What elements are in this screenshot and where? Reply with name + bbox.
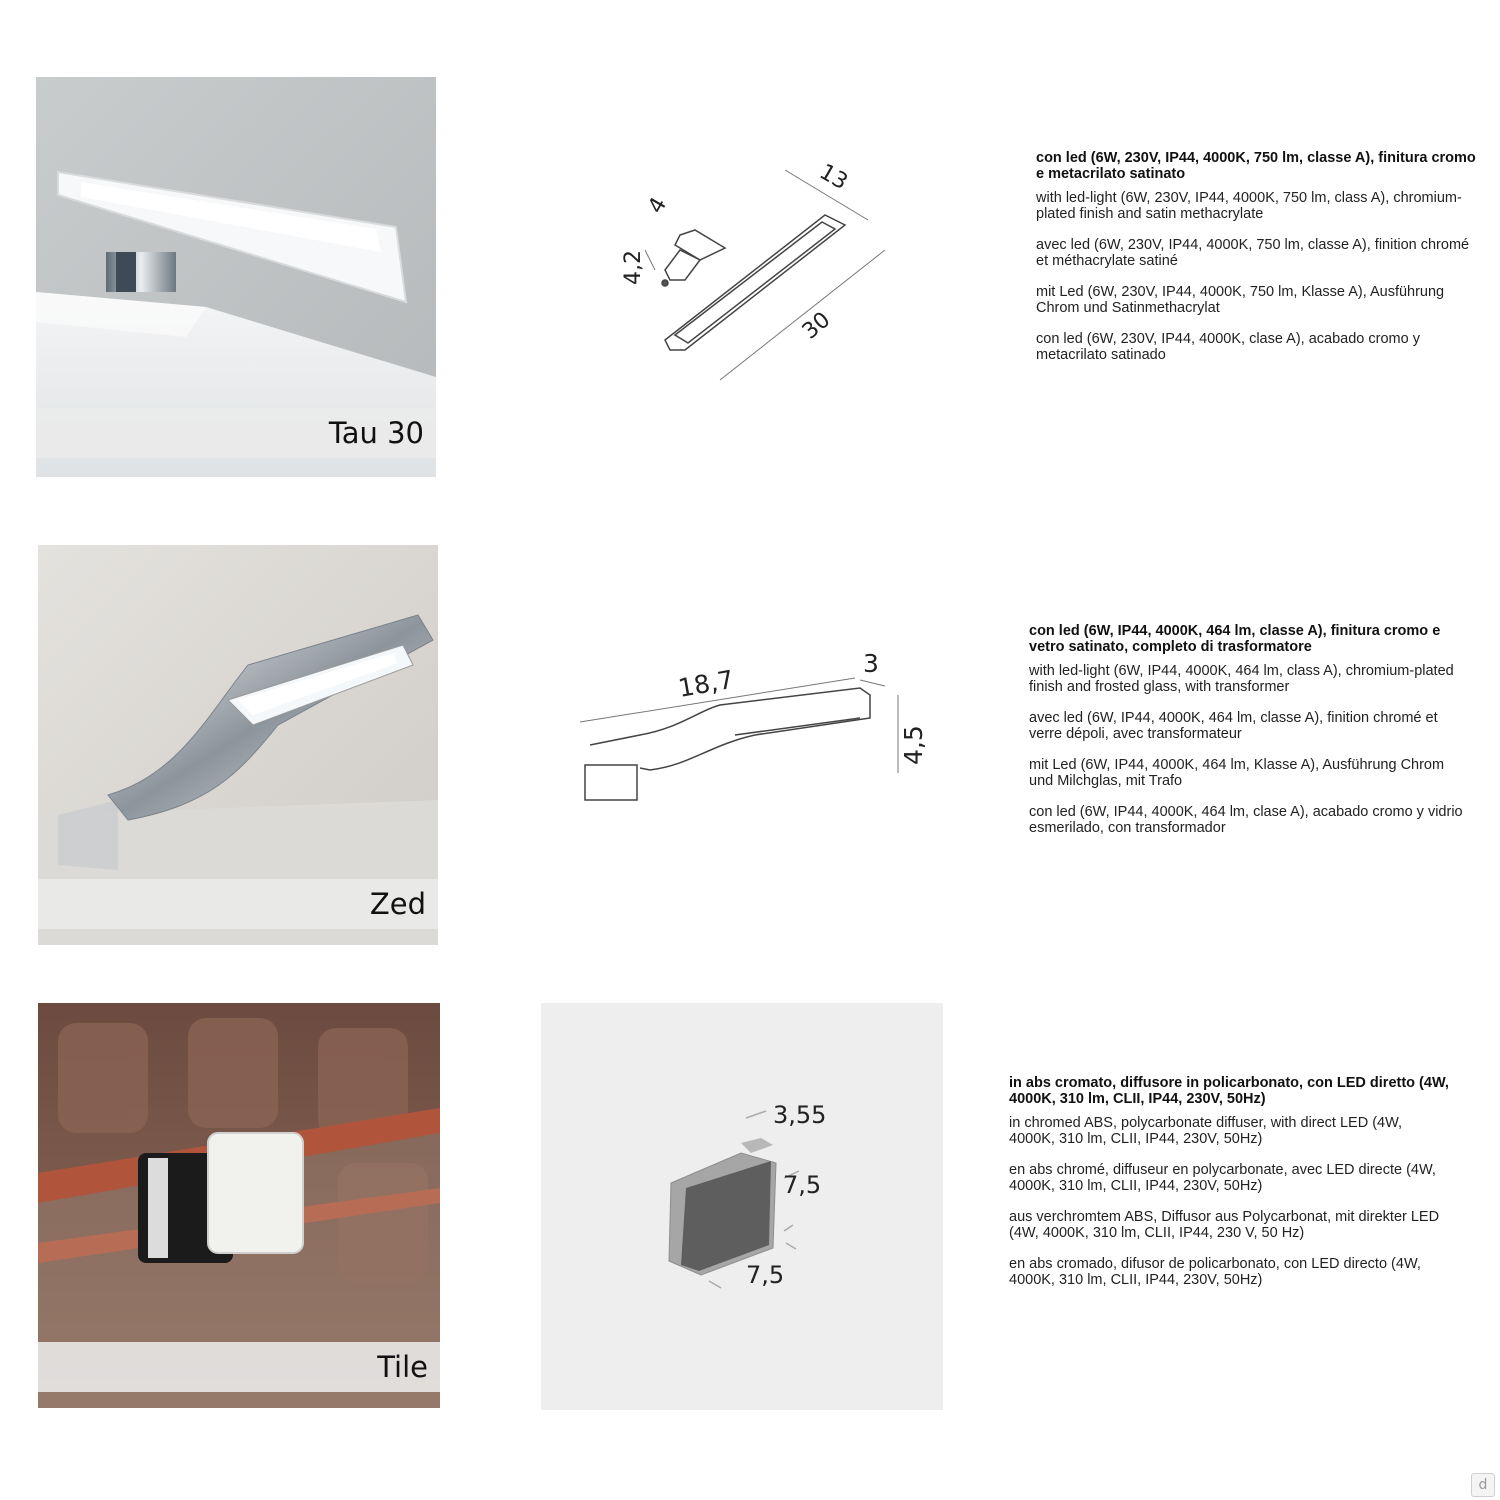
description-lead: con led (6W, IP44, 4000K, 464 lm, classe A), finitura cromo e vetro satinato, completo di trasformatore: [1029, 623, 1441, 655]
description-french: avec led (6W, 230V, IP44, 4000K, 750 lm, classe A), finition chromé et méthacrylate satiné: [1036, 237, 1470, 269]
dimension-label: 30: [797, 307, 836, 345]
description-lead: in abs cromato, diffusore in policarbonato, con LED diretto (4W, 4000K, 310 lm, CLII, IP44, 230V, 50Hz): [1009, 1075, 1449, 1107]
description-german: aus verchromtem ABS, Diffusor aus Polycarbonat, mit direkter LED (4W, 4000K, 310 lm, CLII, IP44, 230 V, 50 Hz): [1009, 1209, 1440, 1241]
product-name-label: Tile: [38, 1342, 440, 1392]
site-logo-icon: d: [1471, 1473, 1495, 1497]
dimension-label: 3: [863, 649, 879, 678]
description-spanish: en abs cromado, difusor de policarbonato, con LED directo (4W, 4000K, 310 lm, CLII, IP44, 230V, 50Hz): [1009, 1256, 1421, 1288]
description-german: mit Led (6W, 230V, IP44, 4000K, 750 lm, Klasse A), Ausführung Chrom und Satinmethacrylat: [1036, 284, 1445, 316]
dimension-label: 7,5: [783, 1171, 822, 1199]
dimension-label: 3,55: [773, 1101, 827, 1129]
tile-description: [1009, 1075, 1449, 1303]
tau30-photo: [36, 77, 436, 477]
tile-drawing-panel: [541, 1003, 943, 1410]
zed-dimension-drawing: [570, 640, 950, 820]
dimension-label: 7,5: [746, 1261, 785, 1289]
tau30-dimension-drawing: [600, 150, 900, 390]
dimension-label: 4,5: [899, 725, 928, 765]
description-english: with led-light (6W, IP44, 4000K, 464 lm, class A), chromium-plated finish and frosted glass, with transformer: [1029, 663, 1454, 695]
tau30-description: [1036, 150, 1476, 378]
product-name-label: Tau 30: [36, 408, 436, 458]
dimension-label: 18,7: [676, 664, 736, 703]
description-english: in chromed ABS, polycarbonate diffuser, with direct LED (4W, 4000K, 310 lm, CLII, IP44, 230V, 50Hz): [1009, 1115, 1403, 1147]
description-french: avec led (6W, IP44, 4000K, 464 lm, classe A), finition chromé et verre dépoli, avec transformateur: [1029, 710, 1438, 742]
dimension-label: 13: [815, 159, 852, 196]
description-english: with led-light (6W, 230V, IP44, 4000K, 750 lm, class A), chromium-plated finish and satin methacrylate: [1036, 190, 1462, 222]
description-spanish: con led (6W, IP44, 4000K, 464 lm, clase A), acabado cromo y vidrio esmerilado, con transformador: [1029, 804, 1463, 836]
description-french: en abs chromé, diffuseur en polycarbonate, avec LED directe (4W, 4000K, 310 lm, CLII, IP44, 230V, 50Hz): [1009, 1162, 1436, 1194]
tile-dimension-drawing: [541, 1003, 943, 1410]
product-name-label: Zed: [38, 879, 438, 929]
dimension-label: 4: [643, 193, 673, 218]
description-lead: con led (6W, 230V, IP44, 4000K, 750 lm, classe A), finitura cromo e metacrilato satinato: [1036, 150, 1476, 182]
description-spanish: con led (6W, 230V, IP44, 4000K, clase A), acabado cromo y metacrilato satinado: [1036, 331, 1420, 363]
tile-photo: [38, 1003, 440, 1408]
zed-photo: [38, 545, 438, 945]
description-german: mit Led (6W, IP44, 4000K, 464 lm, Klasse A), Ausführung Chrom und Milchglas, mit Trafo: [1029, 757, 1445, 789]
zed-description: [1029, 623, 1469, 851]
dimension-label: 4,2: [621, 250, 646, 285]
